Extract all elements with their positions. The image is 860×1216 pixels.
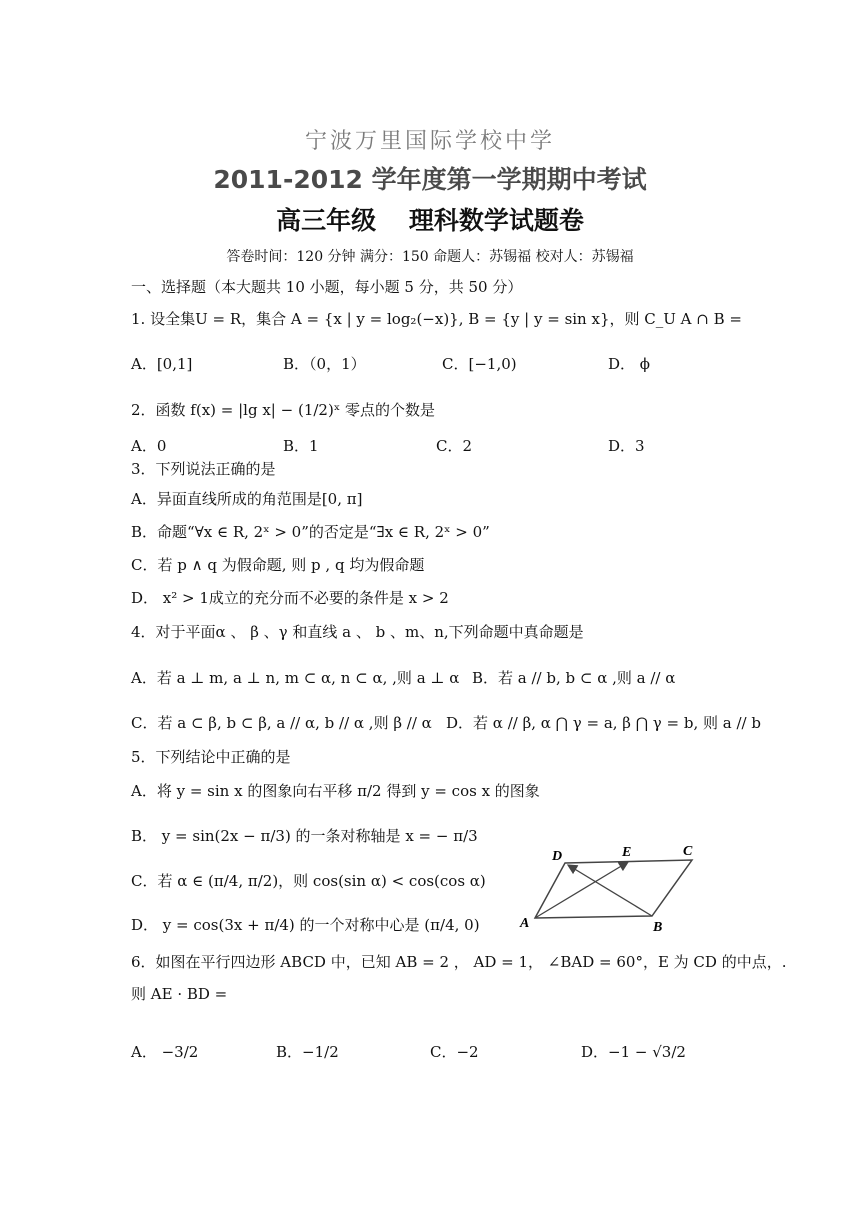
school-name: 宁波万里国际学校中学	[304, 129, 555, 154]
exam-term: 2011-2012 学年度第一学期期中考试	[213, 165, 647, 194]
q2-option-a: A．0	[131, 437, 167, 455]
q2-option-b: B．1	[283, 437, 319, 455]
q2-option-c: C．2	[436, 437, 473, 455]
q4-option-b: B．若 a // b, b ⊂ α ,则 a // α	[472, 669, 676, 687]
question-6-stem-2: 则 AE · BD =	[131, 985, 228, 1003]
q5-option-b: B． y = sin(2x − π/3) 的一条对称轴是 x = − π/3	[131, 827, 478, 845]
q1-option-c: C．[−1,0)	[442, 355, 517, 373]
label-c: C	[683, 844, 693, 859]
parallelogram-figure	[512, 838, 702, 938]
label-b: B	[653, 920, 663, 935]
q3-option-b: B．命题“∀x ∈ R, 2ˣ > 0”的否定是“∃x ∈ R, 2ˣ > 0”	[131, 523, 490, 541]
q1-option-a: A．[0,1]	[131, 355, 193, 373]
q4-option-a: A．若 a ⊥ m, a ⊥ n, m ⊂ α, n ⊂ α, ,则 a ⊥ α	[131, 669, 460, 687]
q5-option-c: C．若 α ∈ (π/4, π/2)，则 cos(sin α) < cos(cos α)	[131, 872, 486, 890]
q3-option-a: A．异面直线所成的角范围是[0, π]	[131, 490, 363, 508]
q5-option-d: D． y = cos(3x + π/4) 的一个对称中心是 (π/4, 0)	[131, 916, 480, 934]
question-2-stem: 2．函数 f(x) = |lg x| − (1/2)ˣ 零点的个数是	[131, 401, 435, 419]
question-3-stem: 3．下列说法正确的是	[131, 460, 276, 478]
question-1-stem: 1. 设全集U = R，集合 A = {x | y = log₂(−x)}, B = {y | y = sin x}，则 C_U A ∩ B =	[131, 310, 742, 328]
q3-option-d: D． x² > 1成立的充分而不必要的条件是 x > 2	[131, 589, 449, 607]
question-5-stem: 5．下列结论中正确的是	[131, 748, 291, 766]
q5-option-a: A．将 y = sin x 的图象向右平移 π/2 得到 y = cos x 的图象	[131, 782, 540, 800]
q1-option-b: B．（0，1）	[283, 355, 366, 373]
q1-option-d: D． ϕ	[608, 355, 651, 373]
label-d: D	[552, 849, 563, 864]
vector-ae	[535, 862, 628, 918]
question-4-stem: 4．对于平面α 、 β 、γ 和直线 a 、 b 、m、n,下列命题中真命题是	[131, 623, 584, 641]
q2-option-d: D．3	[608, 437, 645, 455]
q4-option-d: D．若 α // β, α ⋂ γ = a, β ⋂ γ = b, 则 a // b	[446, 714, 761, 732]
q3-option-c: C．若 p ∧ q 为假命题, 则 p , q 均为假命题	[131, 556, 425, 574]
q6-option-c: C．−2	[430, 1043, 479, 1061]
paper-title: 高三年级 理科数学试题卷	[276, 206, 584, 235]
question-6-stem: 6．如图在平行四边形 ABCD 中，已知 AB = 2 ， AD = 1， ∠BAD = 60°，E 为 CD 的中点，.	[131, 953, 787, 971]
q6-option-d: D．−1 − √3/2	[581, 1043, 686, 1061]
section-heading: 一、选择题（本大题共 10 小题，每小题 5 分，共 50 分）	[131, 278, 523, 296]
q6-option-a: A． −3/2	[131, 1043, 199, 1061]
parallelogram-outline	[535, 860, 692, 918]
label-a: A	[520, 916, 530, 931]
q4-option-c: C．若 a ⊂ β, b ⊂ β, a // α, b // α ,则 β // α	[131, 714, 432, 732]
label-e: E	[622, 845, 632, 860]
q6-option-b: B．−1/2	[276, 1043, 339, 1061]
exam-meta: 答卷时间：120 分钟 满分：150 命题人：苏锡福 校对人：苏锡福	[226, 249, 634, 265]
